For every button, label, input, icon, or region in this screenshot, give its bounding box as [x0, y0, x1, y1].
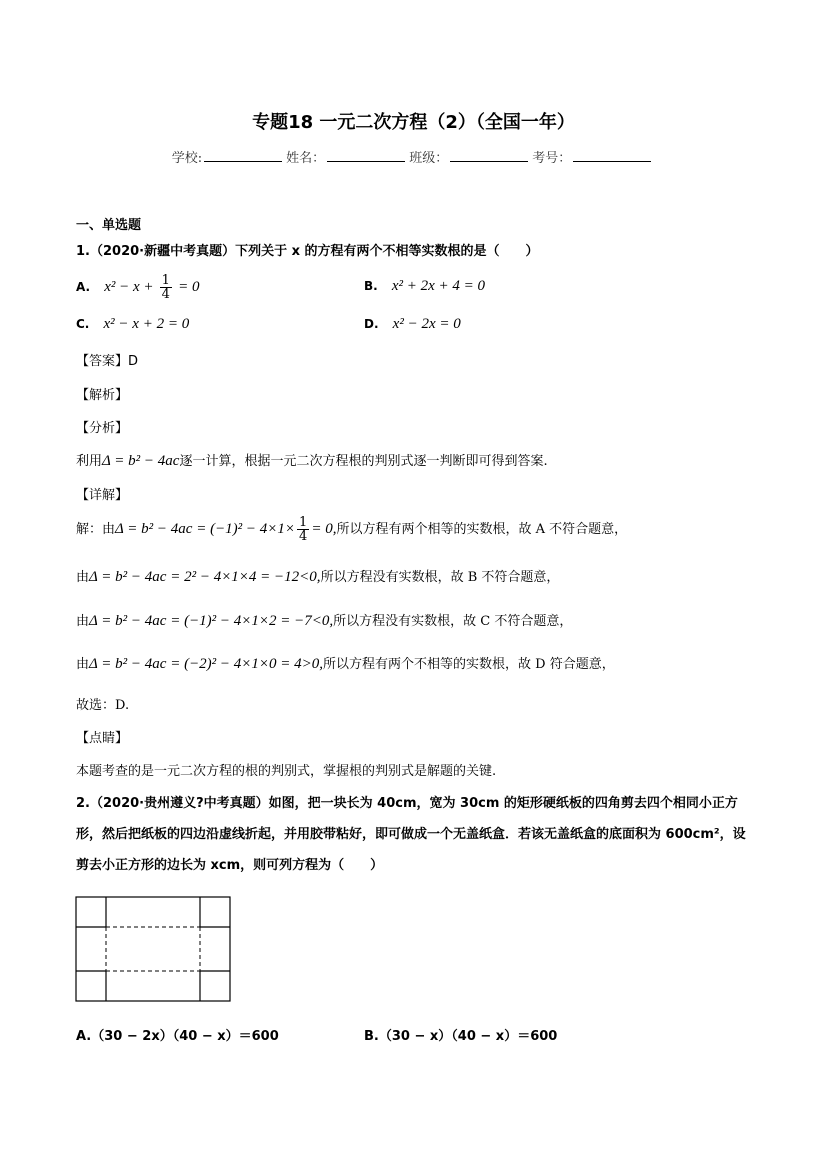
q1-option-b: B. x² + 2x + 4 = 0 [364, 278, 486, 294]
class-blank[interactable] [450, 149, 528, 162]
student-info-line [0, 147, 827, 166]
q1-option-a: A. x² − x + $\frac{1}{4}$ = 0 [76, 273, 200, 302]
q1-option-c: C. x² − x + 2 = 0 [76, 316, 190, 332]
section-heading: 一、单选题 [76, 218, 142, 233]
q1-stem: 1.（2020·新疆中考真题）下列关于 x 的方程有两个不相等实数根的是（ ） [76, 244, 539, 259]
q1-fenxi: 利用Δ = b² − 4ac逐一计算，根据一元二次方程根的判别式逐一判断即可得到答案. [76, 453, 548, 469]
q1-solution-line-4: 由Δ = b² − 4ac = (−2)² − 4×1×0 = 4>0,所以方程有两个不相等的实数根，故 D 符合题意， [76, 656, 615, 672]
class-label: 班级： [409, 151, 449, 166]
q1-solution-line-1: 解：由Δ = b² − 4ac = (−1)² − 4×1× $\frac{1}{4}$ = 0,所以方程有两个相等的实数根，故 A 不符合题意， [76, 515, 628, 544]
page-title: 专题18 一元二次方程（2）（全国一年） [252, 112, 575, 133]
cardboard-outline [76, 897, 230, 1001]
school-blank[interactable] [204, 149, 282, 162]
exam-no-blank[interactable] [573, 149, 651, 162]
name-blank[interactable] [327, 149, 405, 162]
fraction: $\frac{1}{4}$ [299, 515, 308, 544]
q1-solution-line-2: 由Δ = b² − 4ac = 2² − 4×1×4 = −12<0,所以方程没有实数根，故 B 不符合题意， [76, 569, 560, 585]
q2-cardboard-figure [75, 896, 232, 1003]
q1-dianjing-label: 【点睛】 [76, 731, 129, 746]
q2-option-a: A.（30 − 2x）（40 − x）＝600 [76, 1029, 279, 1044]
q1-dianjing: 本题考查的是一元二次方程的根的判别式，掌握根的判别式是解题的关键. [76, 764, 497, 779]
exam-no-label: 考号： [532, 151, 572, 166]
q1-fenxi-label: 【分析】 [76, 421, 129, 436]
name-label: 姓名： [286, 151, 326, 166]
q1-xiangjie-label: 【详解】 [76, 488, 129, 503]
q1-solution-line-3: 由Δ = b² − 4ac = (−1)² − 4×1×2 = −7<0,所以方程没有实数根，故 C 不符合题意， [76, 613, 573, 629]
q1-analysis-label: 【解析】 [76, 388, 129, 403]
q1-option-d: D. x² − 2x = 0 [364, 316, 461, 332]
q1-choose: 故选：D. [76, 698, 130, 713]
q2-stem: 2.（2020·贵州遵义?中考真题）如图，把一块长为 40cm，宽为 30cm 的矩形硬纸板的四角剪去四个相同小正方形，然后把纸板的四边沿虚线折起，并用胶带粘好，即可做成一个无盖纸盒．若该无盖纸盒的底面积为 600cm²，设剪去小正方形的边长为 xcm，则可列方程为（ ） [76, 796, 746, 873]
school-label: 学校: [171, 151, 203, 166]
q1-answer: 【答案】D [76, 354, 139, 369]
q2-option-b: B.（30 − x）（40 − x）＝600 [364, 1029, 558, 1044]
fraction: $\frac{1}{4}$ [161, 273, 170, 302]
